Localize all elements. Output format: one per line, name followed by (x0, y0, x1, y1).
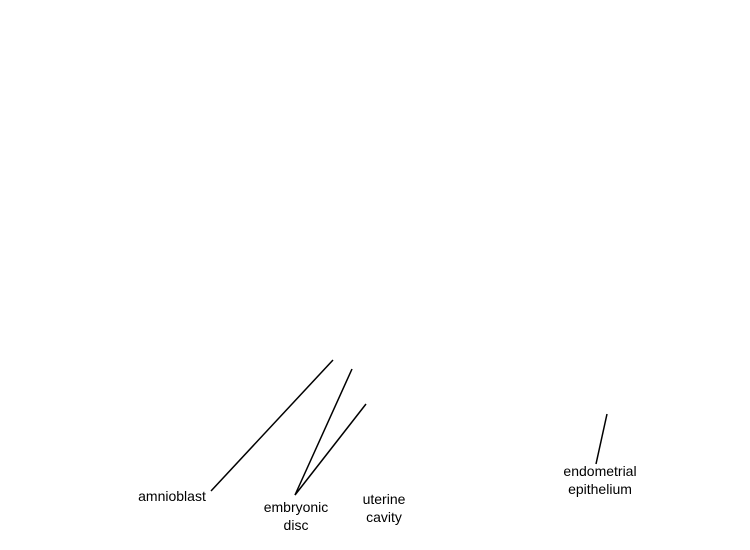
endometrial-epithelium-leader-line (596, 414, 607, 464)
amnioblast-label-line1: amnioblast (138, 488, 206, 504)
uterine-cavity-label-line1: uterine (362, 491, 406, 507)
uterine-cavity-label-line2: cavity (366, 509, 402, 525)
endometrial-epithelium-label-line2: epithelium (568, 481, 632, 497)
uterine-cavity-label (346, 490, 422, 526)
amnioblast-label (130, 487, 214, 505)
endometrial-epithelium-label (549, 462, 651, 498)
endometrial-epithelium-label-line1: endometrial (563, 463, 637, 479)
embryonic-disc-label-line2: disc (283, 517, 309, 533)
embryonic-disc-label (252, 498, 340, 534)
embryonic-disc-label-line1: embryonic (263, 499, 329, 515)
amnioblast-leader-line (211, 360, 333, 491)
